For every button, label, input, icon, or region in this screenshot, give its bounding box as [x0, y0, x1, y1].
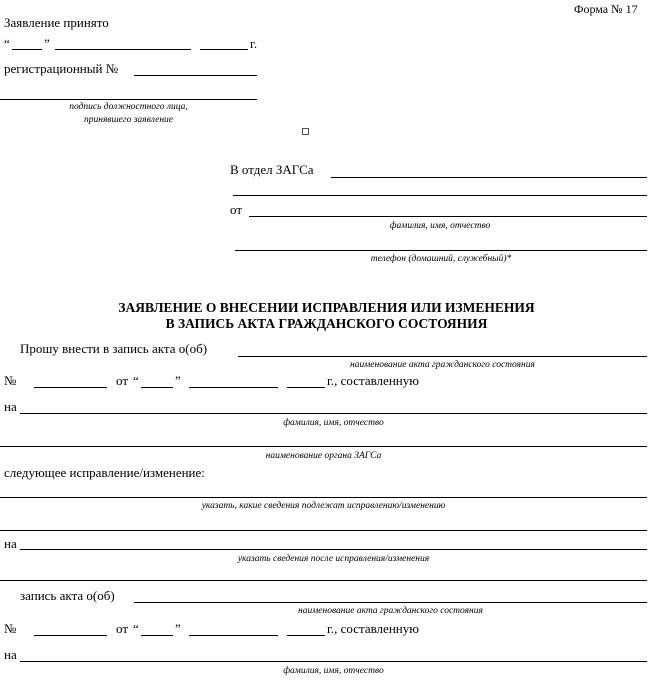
- on-label-2: на: [4, 536, 17, 551]
- act-month-line-2[interactable]: [189, 635, 278, 636]
- act-month-line[interactable]: [189, 387, 278, 388]
- specify-line[interactable]: [0, 497, 647, 498]
- checkbox-marker: [302, 128, 309, 135]
- document-title-line2: В ЗАПИСЬ АКТА ГРАЖДАНСКОГО СОСТОЯНИЯ: [165, 316, 488, 331]
- number-sign: №: [4, 373, 17, 388]
- document-title-line1: ЗАЯВЛЕНИЕ О ВНЕСЕНИИ ИСПРАВЛЕНИЯ ИЛИ ИЗМЕНЕНИЯ: [118, 300, 535, 315]
- act-year-line-2[interactable]: [287, 635, 325, 636]
- composed-label: г., составленную: [327, 373, 419, 388]
- phone-line[interactable]: [235, 250, 647, 251]
- reg-number-label: регистрационный №: [4, 61, 119, 76]
- date-quote-open: “: [133, 373, 139, 388]
- after-change-line[interactable]: [20, 549, 647, 550]
- office-name-line[interactable]: [331, 177, 647, 178]
- after-change-line-2[interactable]: [0, 580, 647, 581]
- subject-fio-caption-2: фамилия, имя, отчество: [283, 666, 384, 676]
- signature-line[interactable]: [0, 99, 257, 100]
- act-number-line[interactable]: [34, 387, 107, 388]
- phone-caption: телефон (домашний, служебный)*: [370, 254, 512, 264]
- year-suffix: г.: [250, 36, 258, 51]
- applicant-fio-caption: фамилия, имя, отчество: [389, 221, 491, 231]
- from-word: от: [116, 373, 129, 388]
- registry-caption: наименование органа ЗАГСа: [265, 451, 382, 461]
- signature-caption-1: подпись должностного лица,: [69, 102, 188, 112]
- act-name-caption: наименование акта гражданского состояния: [350, 360, 535, 370]
- registry-line[interactable]: [0, 446, 647, 447]
- act-day-line-2[interactable]: [141, 635, 173, 636]
- from-label: от: [230, 202, 243, 217]
- receipt-year-line[interactable]: [200, 49, 248, 50]
- date-quote-close: ”: [175, 373, 181, 388]
- act-record-name-caption: наименование акта гражданского состояния: [298, 606, 483, 616]
- act-year-line[interactable]: [287, 387, 325, 388]
- act-record-label: запись акта о(об): [20, 588, 115, 603]
- accepted-label: Заявление принято: [4, 15, 109, 30]
- applicant-fio-line[interactable]: [249, 216, 647, 217]
- quote-close: ”: [44, 36, 50, 51]
- from-word-2: от: [116, 621, 129, 636]
- act-number-line-2[interactable]: [34, 635, 107, 636]
- reg-number-line[interactable]: [134, 75, 257, 76]
- subject-fio-line-2[interactable]: [20, 661, 647, 662]
- act-name-line[interactable]: [238, 356, 647, 357]
- receipt-month-line[interactable]: [55, 49, 191, 50]
- following-change-label: следующее исправление/изменение:: [4, 465, 205, 480]
- composed-label-2: г., составленную: [327, 621, 419, 636]
- specify-caption: указать, какие сведения подлежат исправлению/изменению: [201, 501, 446, 511]
- quote-open: “: [4, 36, 10, 51]
- form-number: Форма № 17: [574, 2, 638, 16]
- on-label-3: на: [4, 647, 17, 662]
- after-change-caption: указать сведения после исправления/изменения: [237, 554, 430, 564]
- act-day-line[interactable]: [141, 387, 173, 388]
- on-label: на: [4, 399, 17, 414]
- request-label: Прошу внести в запись акта о(об): [20, 341, 208, 356]
- signature-caption-2: принявшего заявление: [84, 115, 173, 125]
- receipt-day-line[interactable]: [12, 49, 42, 50]
- number-sign-2: №: [4, 621, 17, 636]
- specify-line-2[interactable]: [0, 530, 647, 531]
- date-quote-close-2: ”: [175, 621, 181, 636]
- subject-fio-caption: фамилия, имя, отчество: [283, 418, 384, 428]
- subject-fio-line[interactable]: [20, 413, 647, 414]
- to-office-label: В отдел ЗАГСа: [230, 162, 314, 177]
- act-record-name-line[interactable]: [134, 602, 647, 603]
- office-name-line-2[interactable]: [233, 195, 647, 196]
- date-quote-open-2: “: [133, 621, 139, 636]
